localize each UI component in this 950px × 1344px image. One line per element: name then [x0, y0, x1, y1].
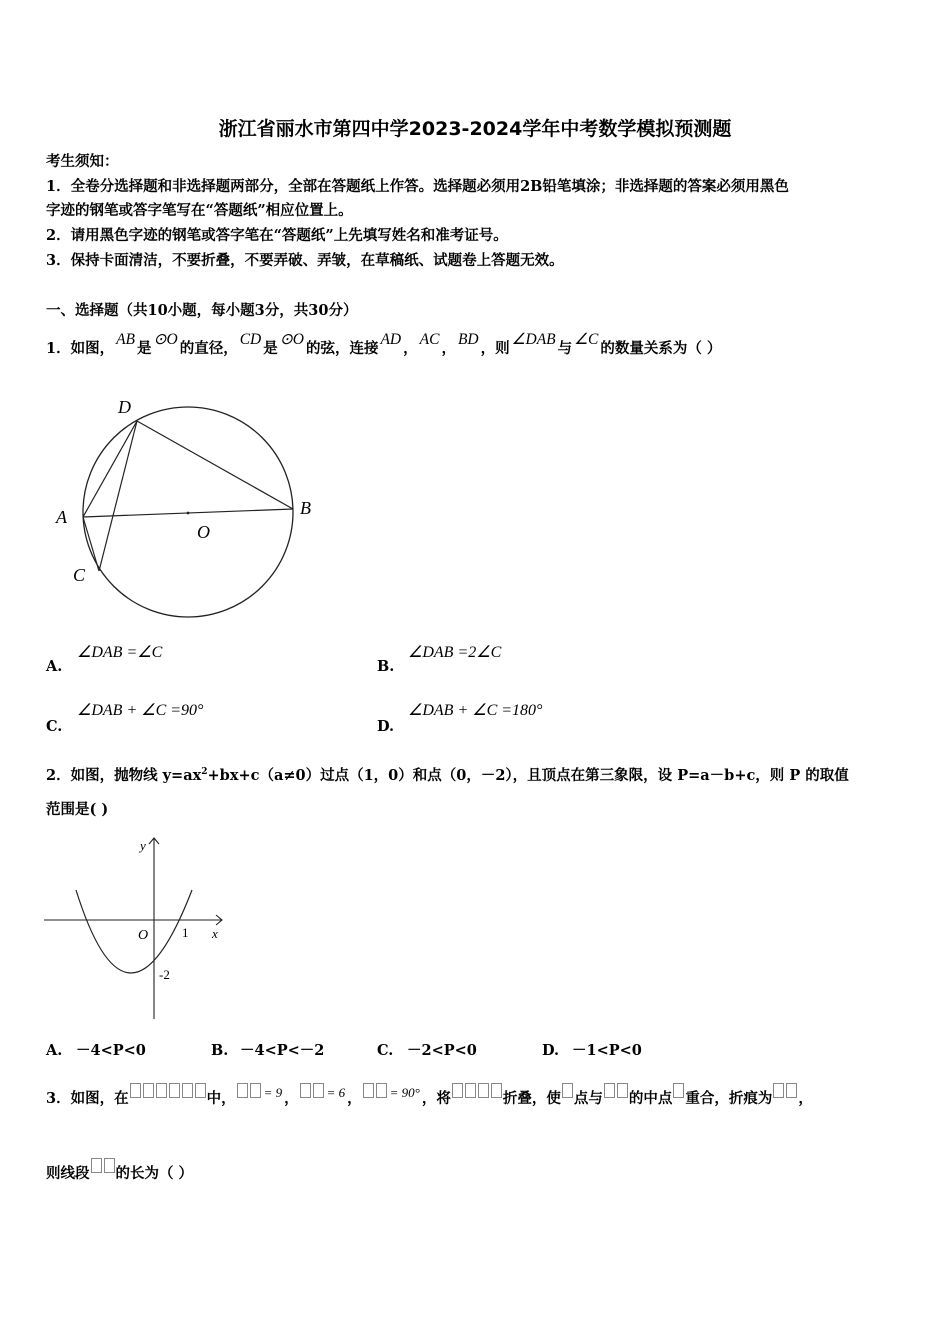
q1-option-d-expr: ∠DAB + ∠C =180°: [408, 702, 543, 719]
q3-text: 点与: [573, 1090, 603, 1107]
chord-ad: [83, 421, 137, 517]
q2-option-d-expr: －1<P<0: [572, 1042, 642, 1059]
notice-item-3: 3．保持卡面清洁，不要折叠，不要弄破、弄皱，在草稿纸、试题卷上答题无效。: [46, 252, 564, 269]
q2-option-a-expr: －4<P<0: [76, 1042, 146, 1059]
q1-option-b-letter[interactable]: B.: [377, 658, 395, 675]
q2-option-c-expr: －2<P<0: [407, 1042, 477, 1059]
notice-item-1-line-1: 1．全卷分选择题和非选择题两部分，全部在答题纸上作答。选择题必须用2B铅笔填涂；非选择题的答案必须用黑色: [46, 178, 789, 195]
missing-glyph-box: [363, 1083, 374, 1098]
q1-circle-figure: [40, 390, 330, 630]
missing-glyph-box: [786, 1083, 797, 1098]
q1-option-c-letter[interactable]: C.: [46, 718, 63, 735]
q1-option-a-letter[interactable]: A.: [46, 658, 63, 675]
label-o: O: [197, 522, 210, 542]
q2-option-b-letter[interactable]: B.: [211, 1042, 229, 1059]
label-origin: O: [138, 928, 149, 943]
missing-glyph-box: [104, 1158, 115, 1173]
missing-glyph-box: [130, 1083, 141, 1098]
q1-math: AB: [116, 331, 136, 348]
chord-ac: [83, 517, 99, 571]
q1-math: AC: [419, 331, 440, 348]
q1-text: ，: [441, 340, 456, 357]
q2-superscript: 2: [201, 767, 208, 777]
missing-glyph-box: [169, 1083, 180, 1098]
q1-text: ，则: [480, 340, 510, 357]
q3-text: 折叠，使: [502, 1090, 561, 1107]
q1-text: 的弦，连接: [305, 340, 379, 357]
missing-glyph-box: [182, 1083, 193, 1098]
label-b: B: [300, 498, 311, 518]
missing-glyph-box: [195, 1083, 206, 1098]
label-d: D: [118, 397, 131, 417]
q1-option-a-expr: ∠DAB =∠C: [77, 644, 163, 661]
label-minus-two: -2: [159, 967, 170, 982]
q1-option-d-letter[interactable]: D.: [377, 718, 395, 735]
q1-math: ⊙O: [279, 331, 304, 348]
missing-glyph-box: [237, 1083, 248, 1098]
q1-text: 1．如图，: [46, 340, 115, 357]
missing-glyph-box: [604, 1083, 615, 1098]
q1-option-c-expr: ∠DAB + ∠C =90°: [77, 702, 204, 719]
q3-text: 的中点: [628, 1090, 673, 1107]
question-3-stem-line-2: [46, 1163, 193, 1185]
missing-glyph-box: [156, 1083, 167, 1098]
question-3-stem-line-1: [46, 1085, 813, 1110]
missing-glyph-box: [491, 1083, 502, 1098]
missing-glyph-box: [673, 1083, 684, 1098]
q1-text: 是: [137, 340, 152, 357]
label-c: C: [73, 565, 86, 585]
label-a: A: [56, 507, 67, 527]
center-point: [187, 512, 190, 515]
q2-option-c-letter[interactable]: C.: [377, 1042, 394, 1059]
chord-db: [137, 421, 293, 509]
question-2-stem-line-1: [46, 761, 849, 787]
q2-text: +bx+c（a≠0）过点（1，0）和点（0，－2），且顶点在第三象限，设 P=a－b+c，则 P 的取值: [207, 766, 849, 784]
q2-parabola-graph: [40, 830, 240, 1025]
q1-text: 的数量关系为（ ）: [600, 340, 722, 357]
missing-glyph-box: [376, 1083, 387, 1098]
missing-glyph-box: [478, 1083, 489, 1098]
q1-text: 是: [263, 340, 278, 357]
q1-math: ∠DAB: [511, 331, 556, 348]
q3-math: = 6: [326, 1085, 346, 1100]
missing-glyph-box: [300, 1083, 311, 1098]
q2-option-d-letter[interactable]: D.: [542, 1042, 560, 1059]
notice-heading: 考生须知：: [46, 153, 119, 170]
question-1-stem: [46, 331, 722, 360]
label-y: y: [140, 838, 146, 853]
q1-text: 的直径，: [179, 340, 238, 357]
q2-text: 2．如图，抛物线 y=ax: [46, 766, 202, 784]
q1-option-b-expr: ∠DAB =2∠C: [408, 644, 502, 661]
q3-text: 的长为（ ）: [115, 1165, 194, 1182]
missing-glyph-box: [313, 1083, 324, 1098]
q1-math: ⊙O: [153, 331, 178, 348]
label-one: 1: [182, 925, 189, 940]
missing-glyph-box: [562, 1083, 573, 1098]
q3-text: ，: [284, 1090, 299, 1107]
missing-glyph-box: [773, 1083, 784, 1098]
q3-text: ，将: [421, 1090, 451, 1107]
q1-math: ∠C: [574, 331, 599, 348]
notice-item-2: 2．请用黑色字迹的钢笔或答字笔在“答题纸”上先填写姓名和准考证号。: [46, 227, 508, 244]
missing-glyph-box: [143, 1083, 154, 1098]
missing-glyph-box: [452, 1083, 463, 1098]
q1-text: ，: [403, 340, 418, 357]
q3-text: 3．如图，在: [46, 1090, 129, 1107]
q3-text: ，: [798, 1090, 813, 1107]
q3-text: 则线段: [46, 1165, 90, 1182]
missing-glyph-box: [250, 1083, 261, 1098]
missing-glyph-box: [617, 1083, 628, 1098]
chord-cd: [99, 421, 137, 571]
notice-item-1-line-2: 字迹的钢笔或答字笔写在“答题纸”相应位置上。: [46, 202, 353, 219]
q1-math: CD: [239, 331, 262, 348]
q1-math: AD: [380, 331, 402, 348]
q3-math: = 90°: [389, 1085, 420, 1100]
missing-glyph-box: [91, 1158, 102, 1173]
q3-text: 中，: [206, 1090, 236, 1107]
page-title: 浙江省丽水市第四中学2023-2024学年中考数学模拟预测题: [218, 118, 732, 140]
question-2-stem-line-2: 范围是( ): [46, 801, 109, 818]
q2-option-b-expr: －4<P<－2: [240, 1042, 325, 1059]
q2-option-a-letter[interactable]: A.: [46, 1042, 63, 1059]
missing-glyph-box: [465, 1083, 476, 1098]
q3-text: 重合，折痕为: [685, 1090, 773, 1107]
parabola-curve: [76, 890, 192, 973]
q1-math: BD: [457, 331, 479, 348]
q1-text: 与: [557, 340, 573, 357]
q3-math: = 9: [263, 1085, 283, 1100]
label-x: x: [212, 926, 218, 941]
q3-text: ，: [347, 1090, 362, 1107]
section-heading: 一、选择题（共10小题，每小题3分，共30分）: [46, 302, 358, 319]
